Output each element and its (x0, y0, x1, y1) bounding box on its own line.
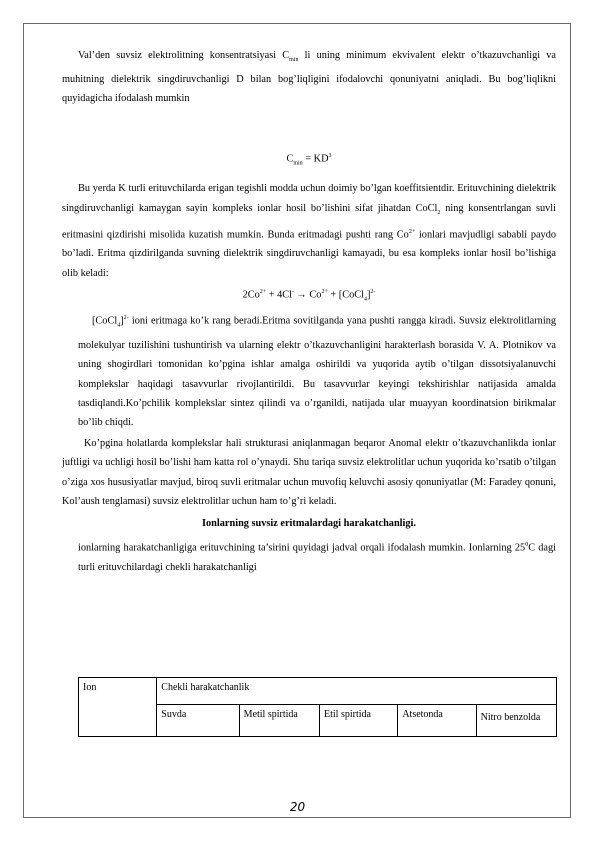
paragraph-1: Val’den suvsiz elektrolitning konsentratsiyasi $C_{min}$ li uning minimum ekvivalent elektr o’tkazuvchanligi va muhitning dielektrik singdiruvchanligi D bilan bog’liqligini ifodalovchi qonuniyatni aniqladi. Bu bog’liqlikni quyidagicha ifodalash mumkin (62, 50, 556, 105)
document-body (62, 46, 556, 577)
paragraph-2: Bu yerda K turli erituvchilarda erigan tegishli modda uchun doimiy bo’lgan koeffitsientdir. Erituvchining dielektrik singdiruvchanligi kamaygan sayin kompleks ionlar hosil bo’lishini sifat jihatdan CoCl$_2$ ning konsentrlangan suvli eritmasini qizdirishi misolida kuzatish mumkin. Bunda eritmadagi pushti rang $Co^{2+}$ ionlari mavjudligi sababli paydo bo’ladi. Eritma qizdirilganda suvning dielektrik singdiruvchanligi kamayadi, bu esa kompleks ionlar hosil bo’lishiga olib keladi: (62, 183, 557, 279)
paragraph-5: ionlarning harakatchanligiga erituvchining ta’sirini quyidagi jadval orqali ifodalash mumkin. Ionlarning $25^0C$ dagi turli erituvchilardagi chekli harakatchanligi (78, 542, 557, 573)
page-number: 20 (289, 800, 306, 814)
section-heading: Ionlarning suvsiz eritmalardagi harakatchanligi. (202, 517, 416, 529)
table-header-ion: Ion (79, 678, 157, 737)
table-subheader: Atsetonda (398, 705, 476, 737)
table-subheader: Etil spirtida (320, 705, 398, 737)
table-subheader: Suvda (157, 705, 239, 737)
table-subheader: Metil spirtida (239, 705, 319, 737)
table-subheader: Nitro benzolda (476, 705, 556, 737)
mobility-table (78, 677, 557, 737)
table-header-group: Chekli harakatchanlik (157, 678, 557, 705)
paragraph-3: [CoCl$_4$]$^{2-}$ ioni eritmaga ko’k rang beradi.Eritma sovitilganda yana pushti rangga kiradi. Suvsiz elektrolitlarning molekulyar tuzilishini tushuntirish va ularning elektr o’tkazuvchanligini harakterlash borasida V. A. Plotnikov va uning shogirdlari tomonidan ko’pgina ishlar amalga oshirildi va yuqorida aytib o’tilgan dissotsiyalanuvchi komplekslar haqidagi tasavvurlar rivojlantirildi. Bu tasavvurlar keyingi tekshirishlar natijasida amalda tasdiqlandi.Ko’pchilik komplekslar sintez qilindi va o’rganildi, natijada ular muayyan koordinatsion birikmalar bo’lib chiqdi. (78, 315, 556, 428)
paragraph-4: Ko’pgina holatlarda komplekslar hali strukturasi aniqlanmagan beqaror Anomal elektr o’tkazuvchanlikda ionlar juftligi va uchligi hosil bo’lishi ham katta rol o’ynaydi. Shu tariqa suvsiz elektrolitlar uchun yuqorida ko’rsatib o’tilgan o’ziga xos hususiyatlar mavjud, biroq suvli eritmalar uchun muvofiq keluvchi asosiy qonuniyatlar (M: Faradey qonuni, Kol’aush tenglamasi) suvsiz elektrolitlar uchun ham to’g’ri keladi. (62, 438, 556, 507)
reaction-equation: $2Co^{2+} + 4Cl^- \to Co^{2+}$ + [CoCl$_4$]$^{2-}$ (242, 288, 376, 303)
arrow-icon: → (293, 289, 310, 301)
formula-cmin: $C_{min} = KD^3$ (286, 152, 332, 167)
